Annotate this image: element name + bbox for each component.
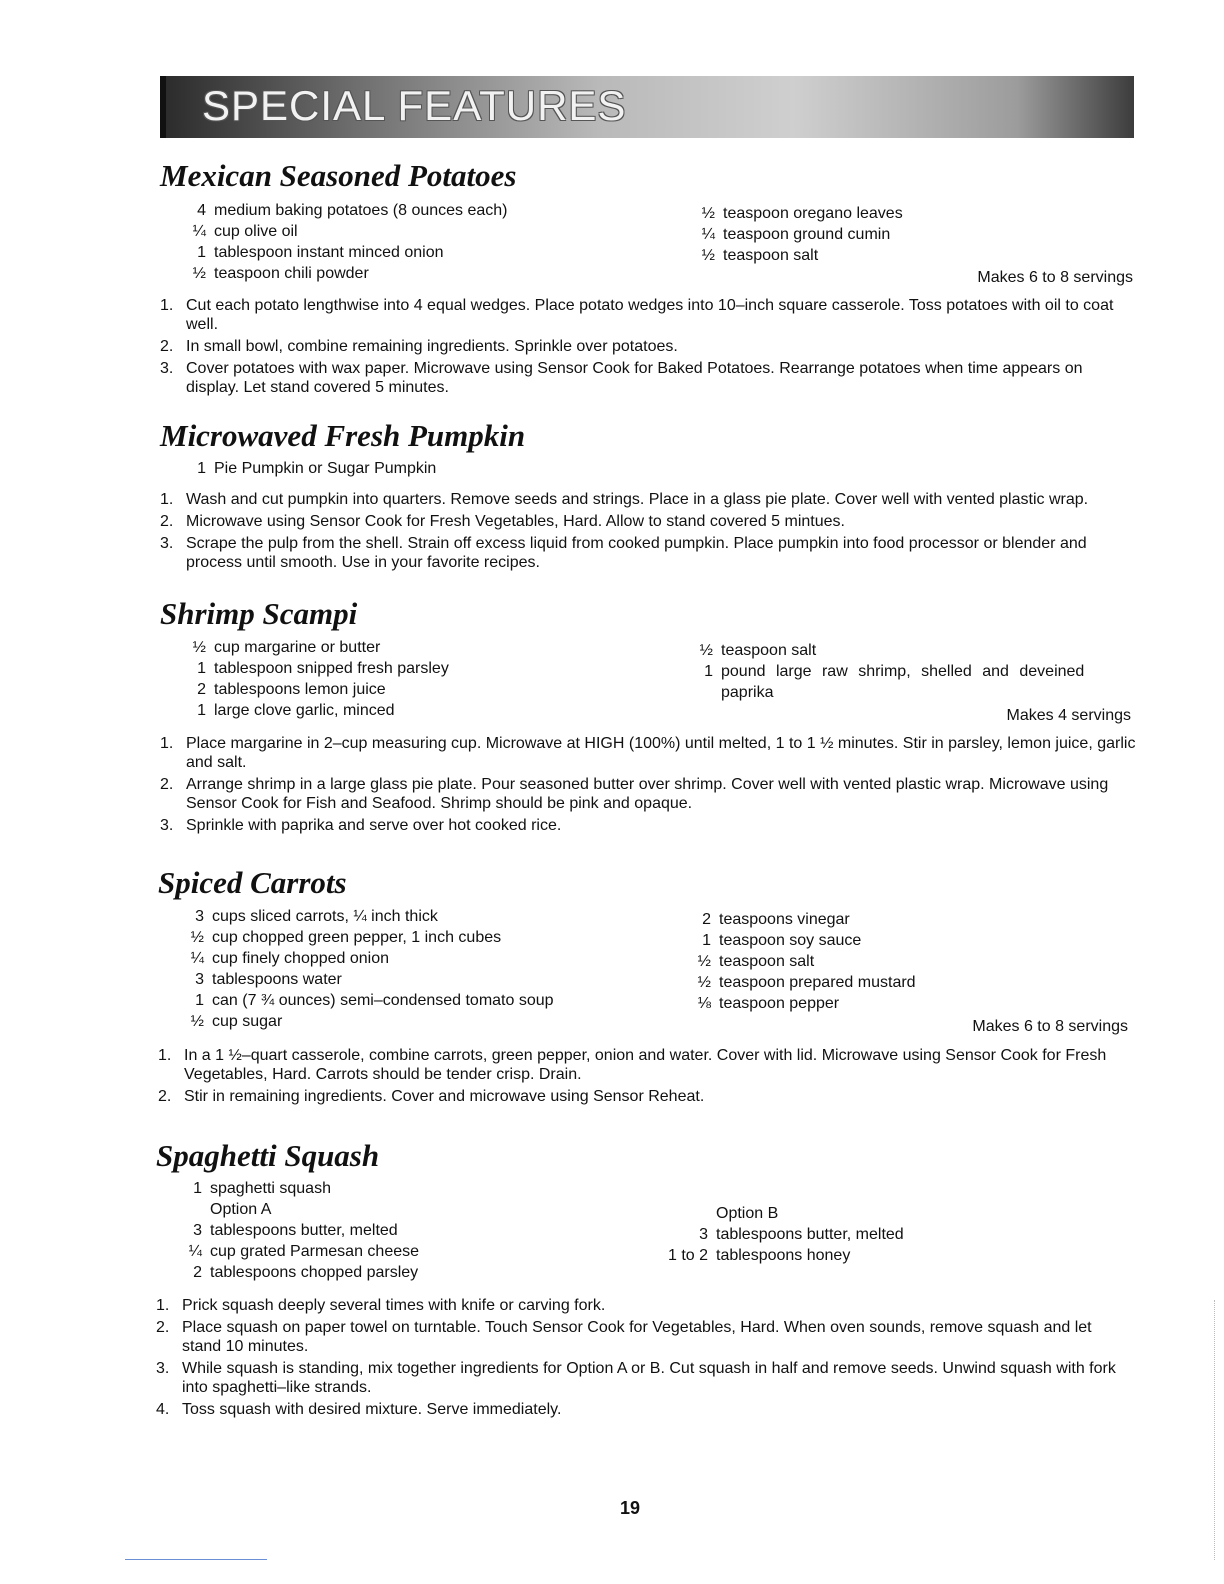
scan-edge-dots bbox=[1214, 1300, 1216, 1560]
servings-note: Makes 6 to 8 servings bbox=[977, 269, 1133, 286]
ingredient-row bbox=[691, 640, 1084, 661]
ingredient-qty: ½ bbox=[699, 642, 713, 659]
step-item bbox=[158, 1087, 1132, 1106]
step-item bbox=[160, 337, 1138, 356]
ingredient-text: medium baking potatoes (8 ounces each) bbox=[214, 202, 508, 219]
ingredient-row bbox=[180, 1199, 419, 1220]
ingredients-left bbox=[184, 200, 508, 284]
ingredient-row bbox=[184, 263, 508, 284]
ingredient-qty: 3 bbox=[195, 908, 204, 925]
ingredient-row bbox=[689, 993, 916, 1014]
step-number: 1. bbox=[158, 1047, 172, 1064]
ingredient-qty: 4 bbox=[197, 202, 206, 219]
ingredient-row bbox=[689, 930, 916, 951]
ingredients-right bbox=[660, 1203, 904, 1266]
step-number: 3. bbox=[160, 535, 174, 552]
step-item bbox=[160, 816, 1136, 835]
ingredients-right bbox=[689, 909, 916, 1014]
ingredient-qty: 1 bbox=[197, 244, 206, 261]
ingredient-row bbox=[660, 1224, 904, 1245]
ingredient-text: cup finely chopped onion bbox=[212, 950, 390, 967]
ingredient-qty bbox=[180, 1199, 210, 1220]
ingredient-row bbox=[184, 242, 508, 263]
ingredient-qty: ½ bbox=[192, 639, 206, 656]
step-item bbox=[158, 1046, 1132, 1084]
step-text: While squash is standing, mix together ingredients for Option A or B. Cut squash in half and remove seeds. Unwind squash with fork into spaghetti–like strands. bbox=[182, 1360, 1116, 1396]
recipe-title: Mexican Seasoned Potatoes bbox=[160, 158, 517, 193]
ingredient-qty: 1 bbox=[704, 663, 713, 680]
step-text: Sprinkle with paprika and serve over hot cooked rice. bbox=[186, 817, 562, 834]
step-number: 2. bbox=[156, 1319, 170, 1336]
ingredients-left bbox=[182, 906, 554, 1032]
ingredient-text: cup olive oil bbox=[214, 223, 298, 240]
recipe-title: Spiced Carrots bbox=[158, 865, 347, 900]
ingredient-qty: 3 bbox=[193, 1222, 202, 1239]
step-text: Toss squash with desired mixture. Serve immediately. bbox=[182, 1401, 562, 1418]
ingredient-row bbox=[180, 1262, 419, 1283]
step-item bbox=[160, 296, 1138, 334]
step-text: Cut each potato lengthwise into 4 equal wedges. Place potato wedges into 10–inch square casserole. Toss potatoes with oil to coat well. bbox=[186, 297, 1114, 333]
ingredient-row bbox=[182, 969, 554, 990]
ingredient-qty bbox=[691, 682, 721, 703]
step-item bbox=[156, 1400, 1130, 1419]
steps-list bbox=[158, 1046, 1132, 1109]
ingredient-row bbox=[689, 972, 916, 993]
ingredient-row bbox=[182, 990, 554, 1011]
ingredient-text: tablespoons water bbox=[212, 971, 342, 988]
header-left-tick bbox=[160, 76, 166, 138]
step-item bbox=[160, 734, 1136, 772]
ingredient-row bbox=[180, 1178, 419, 1199]
ingredient-text: Option A bbox=[210, 1201, 272, 1218]
ingredient-qty: 2 bbox=[193, 1264, 202, 1281]
step-text: Arrange shrimp in a large glass pie plate. Pour seasoned butter over shrimp. Cover well with vented plastic wrap. Microwave using Sensor Cook for Fish and Seafood. Shrimp should be pink and opaque. bbox=[186, 776, 1109, 812]
page-number: 19 bbox=[620, 1498, 641, 1518]
step-text: Place margarine in 2–cup measuring cup. Microwave at HIGH (100%) until melted, 1 to 1 ½ minutes. Stir in parsley, lemon juice, garlic and salt. bbox=[186, 735, 1136, 771]
step-text: Stir in remaining ingredients. Cover and microwave using Sensor Reheat. bbox=[184, 1088, 705, 1105]
ingredient-text: pound large raw shrimp, shelled and deveined bbox=[721, 663, 1085, 680]
ingredient-qty bbox=[660, 1203, 716, 1224]
ingredient-text: teaspoon pepper bbox=[719, 995, 840, 1012]
ingredient-qty: 2 bbox=[702, 911, 711, 928]
step-text: Scrape the pulp from the shell. Strain off excess liquid from cooked pumpkin. Place pumpkin into food processor or blender and process until smooth. Use in your favorite recipes. bbox=[186, 535, 1087, 571]
ingredient-text: teaspoons vinegar bbox=[719, 911, 850, 928]
step-number: 3. bbox=[160, 360, 174, 377]
ingredient-row bbox=[689, 951, 916, 972]
ingredient-row bbox=[182, 927, 554, 948]
ingredient-text: cups sliced carrots, ¼ inch thick bbox=[212, 908, 438, 925]
ingredient-text: cup chopped green pepper, 1 inch cubes bbox=[212, 929, 502, 946]
step-number: 4. bbox=[156, 1401, 170, 1418]
ingredients-left bbox=[184, 637, 449, 721]
ingredient-row bbox=[693, 245, 903, 266]
ingredient-qty: ½ bbox=[701, 205, 715, 222]
step-text: Wash and cut pumpkin into quarters. Remove seeds and strings. Place in a glass pie plate. Cover well with vented plastic wrap. bbox=[186, 491, 1089, 508]
step-number: 1. bbox=[160, 491, 174, 508]
step-item bbox=[160, 775, 1136, 813]
ingredient-row bbox=[660, 1203, 904, 1224]
step-number: 1. bbox=[160, 735, 174, 752]
recipe-title: Spaghetti Squash bbox=[156, 1138, 380, 1173]
ingredient-text: cup margarine or butter bbox=[214, 639, 381, 656]
ingredient-text: teaspoon salt bbox=[723, 247, 819, 264]
ingredient-qty: 1 to 2 bbox=[667, 1247, 708, 1264]
ingredient-text: tablespoons honey bbox=[716, 1247, 851, 1264]
ingredient-qty: 1 bbox=[197, 460, 206, 477]
ingredient-qty: ½ bbox=[701, 247, 715, 264]
step-text: Prick squash deeply several times with knife or carving fork. bbox=[182, 1297, 606, 1314]
step-text: Cover potatoes with wax paper. Microwave using Sensor Cook for Baked Potatoes. Rearrange potatoes when time appears on display. Let stand covered 5 minutes. bbox=[186, 360, 1083, 396]
step-item bbox=[160, 512, 1138, 531]
ingredient-row bbox=[693, 203, 903, 224]
ingredient-qty: ½ bbox=[190, 929, 204, 946]
footer-divider bbox=[125, 1559, 267, 1560]
ingredient-text: tablespoon snipped fresh parsley bbox=[214, 660, 449, 677]
step-number: 3. bbox=[160, 817, 174, 834]
ingredient-row bbox=[184, 700, 449, 721]
ingredient-row bbox=[691, 661, 1084, 682]
ingredient-qty: ½ bbox=[697, 974, 711, 991]
step-item bbox=[156, 1359, 1130, 1397]
ingredient-row bbox=[184, 458, 436, 479]
steps-list bbox=[160, 296, 1138, 400]
recipe-title: Microwaved Fresh Pumpkin bbox=[160, 418, 526, 453]
ingredient-row bbox=[184, 679, 449, 700]
ingredient-qty: 3 bbox=[699, 1226, 708, 1243]
ingredient-text: teaspoon chili powder bbox=[214, 265, 369, 282]
ingredient-qty: 2 bbox=[197, 681, 206, 698]
ingredient-text: teaspoon soy sauce bbox=[719, 932, 862, 949]
ingredient-row bbox=[184, 200, 508, 221]
step-number: 2. bbox=[160, 513, 174, 530]
step-text: Microwave using Sensor Cook for Fresh Vegetables, Hard. Allow to stand covered 5 mintues. bbox=[186, 513, 845, 530]
ingredient-qty: ¼ bbox=[190, 950, 204, 967]
ingredient-text: spaghetti squash bbox=[210, 1180, 331, 1197]
ingredient-text: teaspoon salt bbox=[719, 953, 815, 970]
ingredient-qty: 1 bbox=[702, 932, 711, 949]
ingredient-text: cup grated Parmesan cheese bbox=[210, 1243, 420, 1260]
ingredient-text: tablespoons lemon juice bbox=[214, 681, 386, 698]
ingredient-qty: ½ bbox=[697, 953, 711, 970]
ingredient-text: can (7 ¾ ounces) semi–condensed tomato soup bbox=[212, 992, 554, 1009]
step-item bbox=[160, 490, 1138, 509]
ingredient-qty: 1 bbox=[193, 1180, 202, 1197]
step-item bbox=[156, 1296, 1130, 1315]
ingredient-text: teaspoon ground cumin bbox=[723, 226, 891, 243]
ingredient-text: tablespoon instant minced onion bbox=[214, 244, 444, 261]
ingredient-text: teaspoon oregano leaves bbox=[723, 205, 903, 222]
ingredient-row bbox=[660, 1245, 904, 1266]
ingredient-qty: 1 bbox=[197, 660, 206, 677]
ingredient-row bbox=[691, 682, 1084, 703]
ingredients-left bbox=[180, 1178, 419, 1283]
ingredient-text: teaspoon prepared mustard bbox=[719, 974, 916, 991]
ingredients-left bbox=[184, 458, 436, 479]
step-text: In a 1 ½–quart casserole, combine carrots, green pepper, onion and water. Cover with lid. Microwave using Sensor Cook for Fresh Vegetables, Hard. Carrots should be tender crisp. Drain. bbox=[184, 1047, 1107, 1083]
ingredient-text: tablespoons chopped parsley bbox=[210, 1264, 419, 1281]
section-header-bar bbox=[160, 76, 1134, 138]
ingredient-row bbox=[184, 658, 449, 679]
steps-list bbox=[156, 1296, 1130, 1422]
section-title: SPECIAL FEATURES bbox=[202, 82, 627, 129]
step-number: 3. bbox=[156, 1360, 170, 1377]
ingredient-text: Pie Pumpkin or Sugar Pumpkin bbox=[214, 460, 437, 477]
ingredient-qty: 3 bbox=[195, 971, 204, 988]
ingredient-qty: 1 bbox=[195, 992, 204, 1009]
step-number: 2. bbox=[160, 338, 174, 355]
servings-note: Makes 6 to 8 servings bbox=[972, 1018, 1128, 1035]
ingredient-qty: ⅛ bbox=[697, 995, 711, 1012]
step-item bbox=[160, 534, 1138, 572]
ingredient-row bbox=[180, 1220, 419, 1241]
ingredient-row bbox=[689, 909, 916, 930]
ingredient-qty: 1 bbox=[197, 702, 206, 719]
step-number: 1. bbox=[156, 1297, 170, 1314]
ingredients-right bbox=[693, 203, 903, 266]
ingredient-row bbox=[182, 1011, 554, 1032]
ingredient-text: large clove garlic, minced bbox=[214, 702, 395, 719]
step-number: 2. bbox=[160, 776, 174, 793]
ingredient-text: tablespoons butter, melted bbox=[716, 1226, 904, 1243]
ingredient-row bbox=[184, 221, 508, 242]
step-number: 2. bbox=[158, 1088, 172, 1105]
ingredient-row bbox=[182, 906, 554, 927]
ingredient-text: tablespoons butter, melted bbox=[210, 1222, 398, 1239]
ingredient-qty: ½ bbox=[190, 1013, 204, 1030]
step-number: 1. bbox=[160, 297, 174, 314]
ingredient-qty: ¼ bbox=[188, 1243, 202, 1260]
ingredient-row bbox=[184, 637, 449, 658]
step-text: Place squash on paper towel on turntable. Touch Sensor Cook for Vegetables, Hard. When oven sounds, remove squash and let stand 10 minutes. bbox=[182, 1319, 1092, 1355]
ingredient-text: teaspoon salt bbox=[721, 642, 817, 659]
ingredients-right bbox=[691, 640, 1084, 703]
recipe-title: Shrimp Scampi bbox=[160, 596, 358, 631]
ingredient-text: paprika bbox=[721, 684, 774, 701]
ingredient-row bbox=[182, 948, 554, 969]
step-text: In small bowl, combine remaining ingredients. Sprinkle over potatoes. bbox=[186, 338, 678, 355]
step-item bbox=[160, 359, 1138, 397]
steps-list bbox=[160, 490, 1138, 575]
ingredient-row bbox=[180, 1241, 419, 1262]
ingredient-qty: ¼ bbox=[192, 223, 206, 240]
ingredient-qty: ¼ bbox=[701, 226, 715, 243]
servings-note: Makes 4 servings bbox=[1006, 707, 1131, 724]
ingredient-text: cup sugar bbox=[212, 1013, 283, 1030]
ingredient-text: Option B bbox=[716, 1205, 779, 1222]
ingredient-row bbox=[693, 224, 903, 245]
step-item bbox=[156, 1318, 1130, 1356]
ingredient-qty: ½ bbox=[192, 265, 206, 282]
steps-list bbox=[160, 734, 1136, 838]
